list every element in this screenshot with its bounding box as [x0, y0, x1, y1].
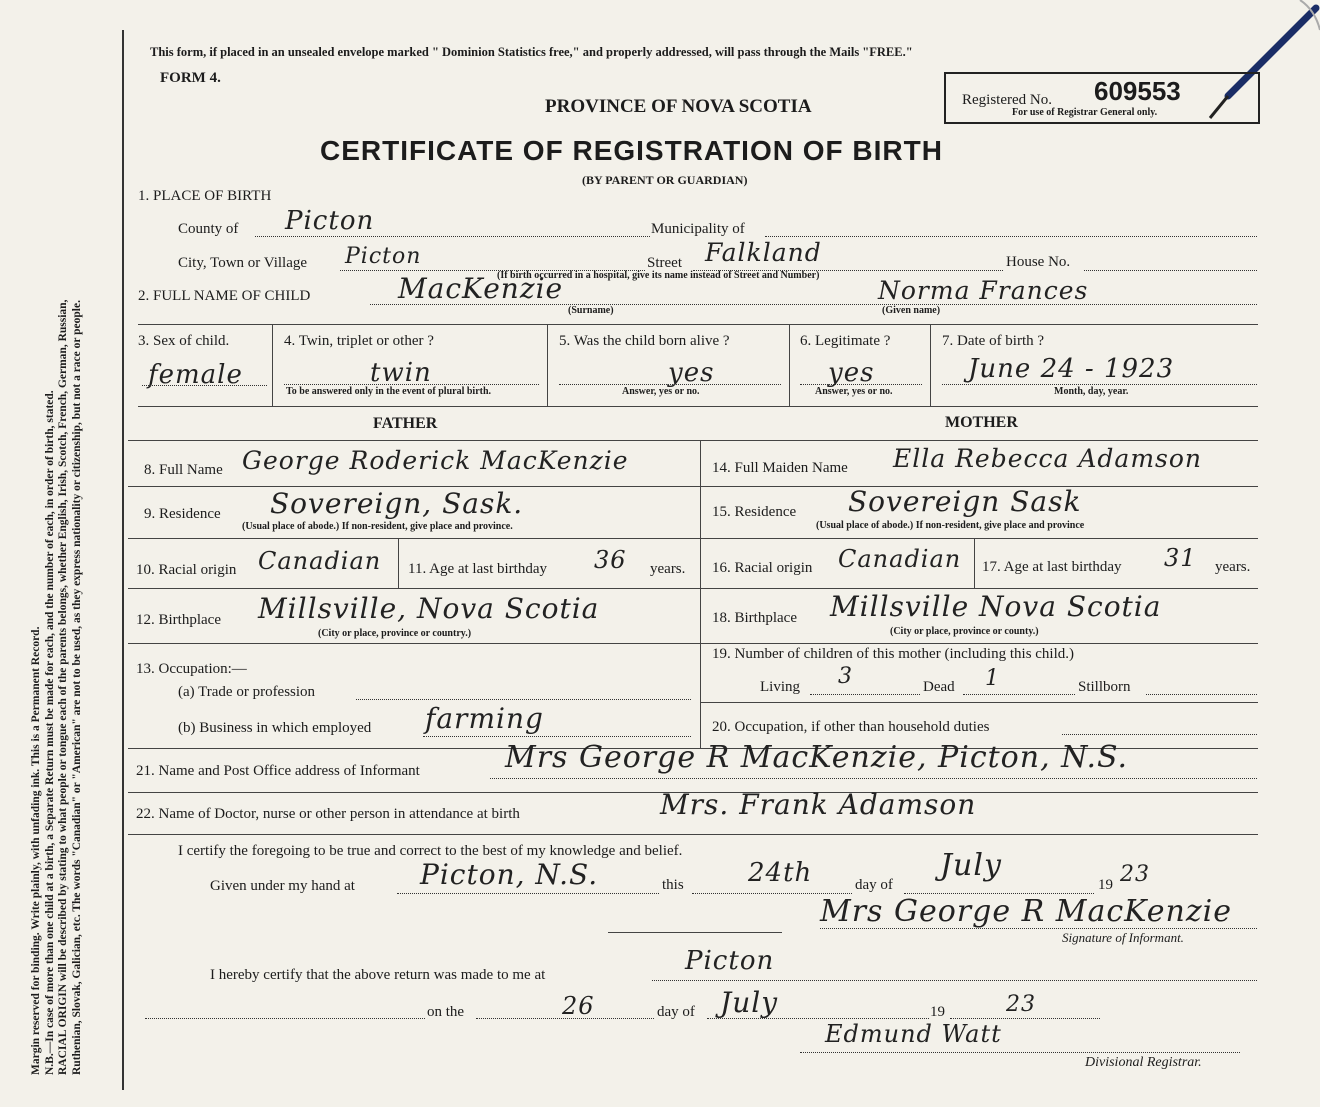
street-label: Street	[647, 255, 682, 271]
municipality-line	[765, 236, 1257, 237]
col-divider	[272, 324, 273, 406]
sex-line	[142, 385, 267, 386]
doctor-value[interactable]: Mrs. Frank Adamson	[660, 788, 977, 821]
given-place-line	[397, 893, 659, 894]
father-name-value[interactable]: George Roderick MacKenzie	[242, 446, 629, 475]
row-divider	[128, 834, 1258, 835]
twin-note: To be answered only in the event of plural birth.	[286, 386, 492, 397]
date-of-birth-value[interactable]: June 24 - 1923	[968, 354, 1175, 384]
mother-racial-label: 16. Racial origin	[712, 560, 813, 576]
child-surname-value[interactable]: MacKenzie	[398, 272, 564, 305]
father-racial-value[interactable]: Canadian	[258, 547, 382, 575]
born-alive-value[interactable]: yes	[668, 358, 715, 388]
mother-residence-note: (Usual place of abode.) If non-resident, give place and province	[816, 520, 1085, 531]
mother-name-label: 14. Full Maiden Name	[712, 460, 848, 476]
dead-value[interactable]: 1	[985, 666, 1000, 691]
given-place-value[interactable]: Picton, N.S.	[420, 858, 599, 891]
sex-value[interactable]: female	[148, 360, 243, 390]
date-of-birth-line	[942, 384, 1257, 385]
city-label: City, Town or Village	[178, 255, 308, 271]
registrar-place-line	[652, 980, 1257, 981]
col-divider	[974, 538, 975, 588]
sex-label: 3. Sex of child.	[138, 333, 230, 349]
mother-birthplace-value[interactable]: Millsville Nova Scotia	[830, 590, 1162, 623]
father-age-value[interactable]: 36	[594, 546, 627, 574]
col-divider	[930, 324, 931, 406]
mother-birthplace-label: 18. Birthplace	[712, 610, 797, 626]
county-line	[255, 236, 650, 237]
registrar-prefix-line	[145, 1018, 425, 1019]
living-line	[810, 694, 920, 695]
father-birthplace-note: (City or place, province or country.)	[318, 628, 472, 639]
col-divider	[789, 324, 790, 406]
registrar-year-prefix: 19	[930, 1004, 945, 1020]
living-value[interactable]: 3	[838, 664, 853, 689]
margin-note-separate-return: N.B.—In case of more than one child at a birth, a Separate Return must be made for each, and the number of each, in order of birth, stated.	[43, 390, 56, 1075]
row-divider	[700, 702, 1258, 703]
registrar-month-value[interactable]: July	[720, 986, 779, 1019]
on-the-label: on the	[427, 1004, 465, 1020]
mother-residence-label: 15. Residence	[712, 504, 797, 520]
twin-line	[284, 384, 539, 385]
father-residence-value[interactable]: Sovereign, Sask.	[270, 487, 524, 520]
father-residence-note: (Usual place of abode.) If non-resident, give place and province.	[242, 521, 513, 532]
legitimate-value[interactable]: yes	[828, 358, 875, 388]
municipality-label: Municipality of	[651, 221, 745, 237]
mother-children-label: 19. Number of children of this mother (including this child.)	[712, 646, 1075, 662]
county-label: County of	[178, 221, 239, 237]
father-birthplace-value[interactable]: Millsville, Nova Scotia	[258, 592, 600, 625]
mother-occupation-label: 20. Occupation, if other than household duties	[712, 719, 990, 735]
father-business-line	[423, 736, 691, 737]
informant-line	[490, 778, 1257, 779]
mail-notice: This form, if placed in an unsealed envelope marked " Dominion Statistics free," and properly addressed, will pass through the Mails "FREE."	[150, 45, 913, 59]
registrar-place-value[interactable]: Picton	[685, 946, 775, 976]
twin-value[interactable]: twin	[370, 358, 432, 388]
informant-label: 21. Name and Post Office address of Informant	[136, 763, 420, 779]
date-of-birth-note: Month, day, year.	[1054, 386, 1129, 397]
mother-occupation-line	[1062, 734, 1257, 735]
registration-box	[944, 72, 1260, 124]
father-business-value[interactable]: farming	[425, 702, 544, 735]
father-occupation-label: 13. Occupation:—	[136, 661, 247, 677]
registrar-signature[interactable]: Edmund Watt	[825, 1020, 1002, 1048]
house-number-line	[1084, 270, 1257, 271]
mother-birthplace-note: (City or place, province or county.)	[890, 626, 1039, 637]
certification-year-value[interactable]: 23	[1120, 862, 1150, 887]
street-value[interactable]: Falkland	[705, 238, 822, 267]
row-divider	[128, 588, 1258, 589]
row-divider	[138, 406, 1258, 407]
father-birthplace-label: 12. Birthplace	[136, 612, 221, 628]
father-residence-label: 9. Residence	[144, 506, 221, 522]
registered-label: Registered No.	[962, 92, 1052, 108]
father-age-label: 11. Age at last birthday	[408, 561, 547, 577]
dead-label: Dead	[923, 679, 955, 695]
hospital-note: (If birth occurred in a hospital, give its name instead of Street and Number)	[497, 270, 820, 281]
legitimate-line	[800, 384, 922, 385]
born-alive-note: Answer, yes or no.	[622, 386, 700, 397]
informant-value[interactable]: Mrs George R MacKenzie, Picton, N.S.	[505, 740, 1129, 775]
province-heading: PROVINCE OF NOVA SCOTIA	[545, 96, 812, 117]
father-trade-label: (a) Trade or profession	[178, 684, 316, 700]
year-prefix: 19	[1098, 877, 1113, 893]
born-alive-label: 5. Was the child born alive ?	[559, 333, 730, 349]
informant-signature[interactable]: Mrs George R MacKenzie	[820, 894, 1232, 929]
stillborn-label: Stillborn	[1078, 679, 1131, 695]
dead-line	[963, 694, 1075, 695]
form-number: FORM 4.	[160, 70, 221, 86]
father-heading: FATHER	[373, 415, 438, 432]
col-divider	[398, 538, 399, 588]
twin-label: 4. Twin, triplet or other ?	[284, 333, 434, 349]
margin-note-racial-origin: RACIAL ORIGIN will be described by stating to what people or tongue each of the parents belongs, whether English, Irish, Scotch, French, German, Russian,	[57, 299, 69, 1075]
registrar-signature-line	[800, 1052, 1240, 1053]
certificate-subtitle: (BY PARENT OR GUARDIAN)	[582, 173, 748, 187]
registrar-day-value[interactable]: 26	[562, 992, 595, 1020]
mother-age-value[interactable]: 31	[1164, 544, 1197, 572]
father-racial-label: 10. Racial origin	[136, 562, 237, 578]
father-name-label: 8. Full Name	[144, 462, 223, 478]
row-divider	[128, 440, 1258, 441]
legitimate-note: Answer, yes or no.	[815, 386, 893, 397]
margin-note-racial-origin-cont: Ruthenian, Slovak, Galician, etc. The words "Canadian" or "American" are not to be used, as they express nationality or citizenship, but not a race or people.	[70, 300, 83, 1075]
registrar-caption: Divisional Registrar.	[1085, 1055, 1202, 1070]
mother-residence-value[interactable]: Sovereign Sask	[848, 485, 1082, 518]
city-value[interactable]: Picton	[345, 244, 422, 269]
mother-age-label: 17. Age at last birthday	[982, 559, 1122, 575]
living-label: Living	[760, 679, 800, 695]
place-of-birth-heading: 1. PLACE OF BIRTH	[138, 188, 272, 204]
signature-caption: Signature of Informant.	[1062, 930, 1184, 945]
given-label: Given under my hand at	[210, 878, 355, 894]
mother-name-value[interactable]: Ella Rebecca Adamson	[893, 444, 1203, 473]
child-name-label: 2. FULL NAME OF CHILD	[138, 288, 311, 304]
mother-heading: MOTHER	[945, 414, 1018, 431]
day-of-label: day of	[855, 877, 893, 893]
doctor-label: 22. Name of Doctor, nurse or other person in attendance at birth	[136, 806, 520, 822]
certificate-title: CERTIFICATE OF REGISTRATION OF BIRTH	[320, 135, 943, 166]
certification-month-value[interactable]: July	[940, 848, 1002, 883]
registrar-day-of-label: day of	[657, 1004, 695, 1020]
registrar-year-value[interactable]: 23	[1006, 992, 1036, 1017]
binding-margin-line	[122, 30, 124, 1090]
father-years-label: years.	[650, 561, 686, 577]
father-trade-line	[356, 699, 691, 700]
mother-racial-value[interactable]: Canadian	[838, 545, 962, 573]
margin-note-binding: Margin reserved for binding. Write plainly, with unfading ink. This is a Permanent Record.	[30, 626, 42, 1075]
surname-caption: (Surname)	[568, 305, 614, 316]
certification-statement: I certify the foregoing to be true and correct to the best of my knowledge and belief.	[178, 843, 683, 859]
row-divider	[128, 643, 1258, 644]
informant-signature-line	[820, 928, 1257, 929]
house-number-label: House No.	[1006, 254, 1071, 270]
stillborn-line	[1146, 694, 1257, 695]
col-divider	[547, 324, 548, 406]
child-given-name-value[interactable]: Norma Frances	[878, 276, 1089, 305]
this-label: this	[662, 877, 684, 893]
county-value[interactable]: Picton	[285, 206, 375, 236]
registrar-year-line	[950, 1018, 1100, 1019]
row-divider-top	[138, 324, 1258, 325]
separator-rule	[608, 932, 782, 933]
date-of-birth-label: 7. Date of birth ?	[942, 333, 1045, 349]
mother-years-label: years.	[1215, 559, 1251, 575]
registrar-statement: I hereby certify that the above return was made to me at	[210, 967, 546, 983]
given-name-caption: (Given name)	[882, 305, 941, 316]
row-divider	[128, 538, 1258, 539]
registered-number: 609553	[1094, 76, 1181, 106]
margin-notes	[30, 35, 84, 1075]
born-alive-line	[559, 384, 781, 385]
certification-day-value[interactable]: 24th	[748, 858, 813, 888]
registrar-note: For use of Registrar General only.	[1012, 107, 1158, 118]
legitimate-label: 6. Legitimate ?	[800, 333, 891, 349]
father-business-label: (b) Business in which employed	[178, 720, 372, 736]
